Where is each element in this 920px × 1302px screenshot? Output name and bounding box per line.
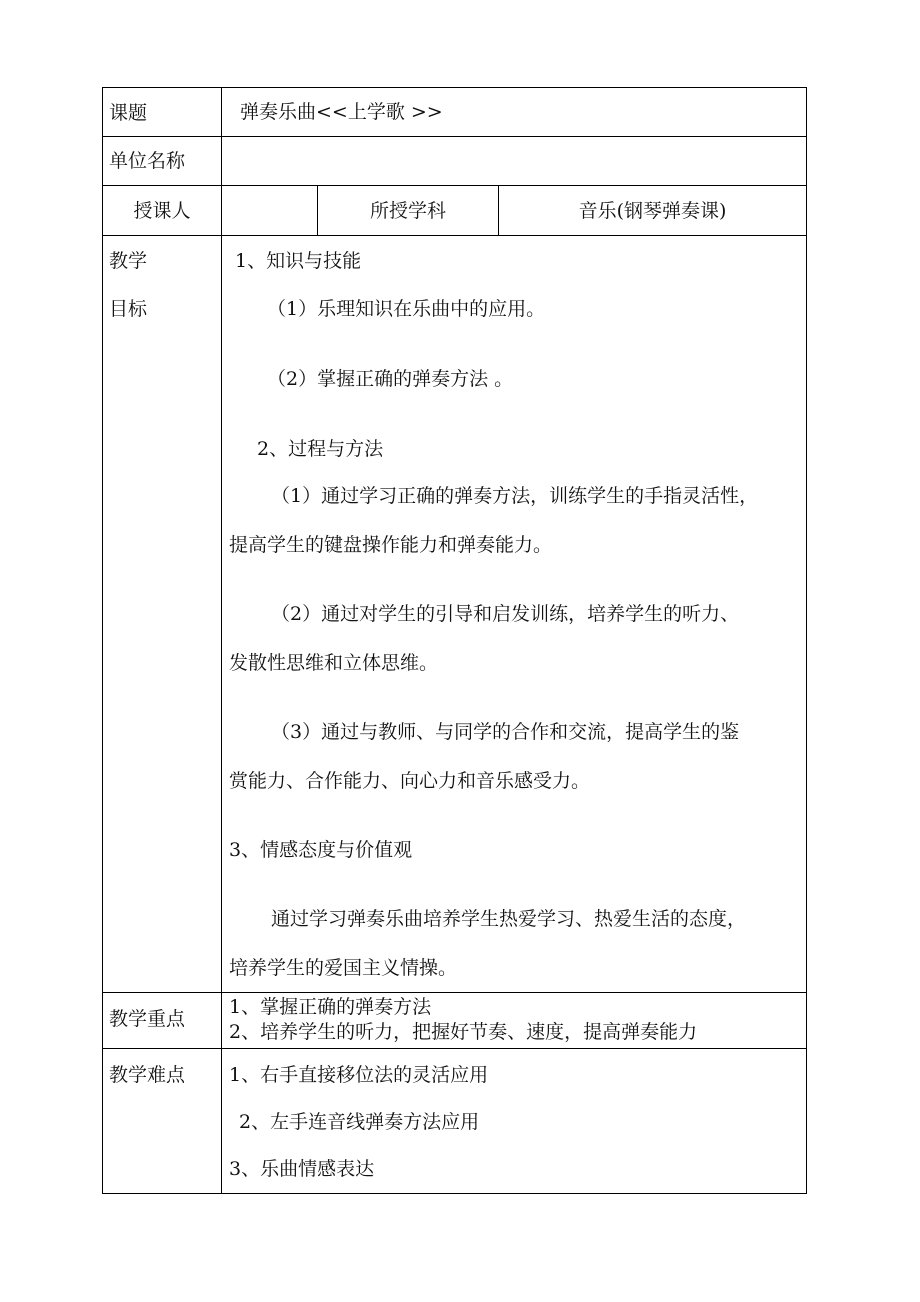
goal-section-2: 2、过程与方法: [257, 438, 384, 460]
difficulties-row: [103, 1049, 807, 1194]
goal-item-2-3-line1: （3）通过与教师、与同学的合作和交流，提高学生的鉴: [271, 721, 740, 743]
difficulties-label: 教学难点: [103, 1049, 222, 1194]
title-row: [103, 88, 807, 137]
goal-item-2-3-line2: 赏能力、合作能力、向心力和音乐感受力。: [229, 770, 591, 792]
subject-value: 音乐(钢琴弹奏课): [499, 186, 807, 236]
goal-item-2-1-line2: 提高学生的键盘操作能力和弹奏能力。: [229, 534, 553, 556]
title-label: 课题: [103, 88, 222, 137]
goal-item-3-line1: 通过学习弹奏乐曲培养学生热爱学习、热爱生活的态度，: [271, 908, 747, 930]
goal-item-1-1: （1）乐理知识在乐曲中的应用。: [267, 298, 546, 320]
key-points-label: 教学重点: [103, 993, 222, 1049]
difficulties-content: [222, 1049, 807, 1194]
goals-content: [222, 236, 807, 993]
title-value: 弹奏乐曲<<上学歌 >>: [222, 88, 807, 137]
key-point-1: 1、掌握正确的弹奏方法: [229, 996, 432, 1018]
goal-item-2-1-line1: （1）通过学习正确的弹奏方法，训练学生的手指灵活性，: [271, 485, 759, 507]
goal-section-1: 1、知识与技能: [235, 250, 362, 272]
difficulty-1: 1、右手直接移位法的灵活应用: [229, 1064, 489, 1086]
unit-value: [222, 137, 807, 186]
teacher-value: [222, 186, 318, 236]
goal-item-2-2-line2: 发散性思维和立体思维。: [229, 652, 439, 674]
difficulty-3: 3、乐曲情感表达: [229, 1158, 375, 1180]
goals-label: [103, 236, 222, 993]
unit-row: [103, 137, 807, 186]
lesson-plan-table: [102, 87, 807, 1194]
goal-item-2-2-line1: （2）通过对学生的引导和启发训练，培养学生的听力、: [271, 603, 740, 625]
goals-label-line2: 目标: [109, 298, 148, 320]
key-points-row: [103, 993, 807, 1049]
goal-item-1-2: （2）掌握正确的弹奏方法 。: [267, 368, 514, 390]
goals-label-line1: 教学: [109, 250, 148, 272]
teacher-row: [103, 186, 807, 236]
goal-item-3-line2: 培养学生的爱国主义情操。: [229, 957, 458, 979]
key-point-2: 2、培养学生的听力，把握好节奏、速度，提高弹奏能力: [229, 1021, 698, 1043]
goal-section-3: 3、情感态度与价值观: [229, 839, 413, 861]
key-points-content: [222, 993, 807, 1049]
goals-row: [103, 236, 807, 993]
difficulty-2: 2、左手连音线弹奏方法应用: [239, 1111, 480, 1133]
subject-label: 所授学科: [318, 186, 499, 236]
teacher-label: 授课人: [103, 186, 222, 236]
unit-label: 单位名称: [103, 137, 222, 186]
